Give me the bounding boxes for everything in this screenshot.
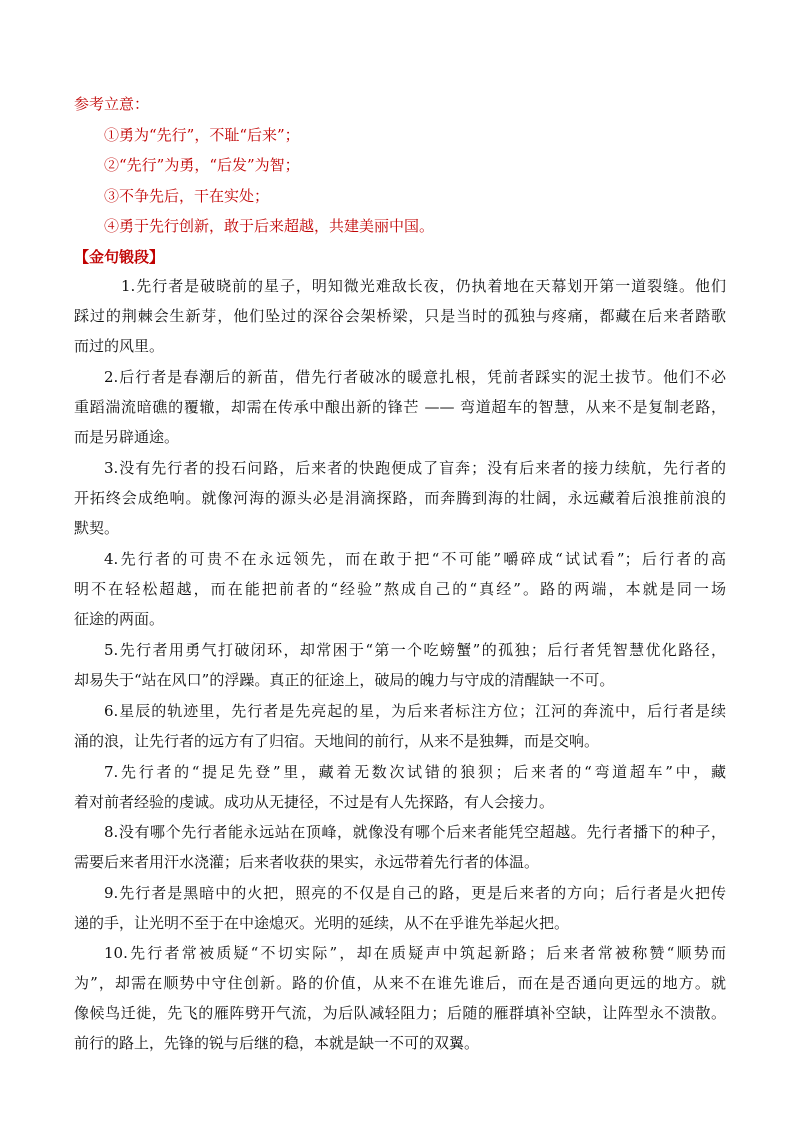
reference-heading: 参考立意： [74, 95, 150, 113]
paragraph-8-line-2: 需要后来者用汗水浇灌；后来者收获的果实，永远带着先行者的体温。 [74, 853, 540, 871]
paragraph-6-line-1: 6.星辰的轨迹里，先行者是先亮起的星，为后来者标注方位；江河的奔流中，后行者是续 [104, 702, 726, 720]
reference-item-4: ④勇于先行创新，敢于后来超越，共建美丽中国。 [104, 217, 435, 235]
paragraph-3-line-3: 默契。 [74, 519, 120, 537]
paragraph-4-line-2: 明不在轻松超越，而在能把前者的“经验”熬成自己的“真经”。路的两端，本就是同一场 [74, 580, 726, 598]
paragraph-3-line-1: 3.没有先行者的投石问路，后来者的快跑便成了盲奔；没有后来者的接力续航，先行者的 [104, 459, 726, 477]
paragraph-1-line-2: 踩过的荆棘会生新芽，他们坠过的深谷会架桥梁，只是当时的孤独与疼痛，都藏在后来者踏歌 [74, 307, 726, 325]
paragraph-5-line-2: 却易失于“站在风口”的浮躁。真正的征途上，破局的魄力与守成的清醒缺一不可。 [74, 671, 615, 689]
paragraph-2-line-2: 重蹈湍流暗礁的覆辙，却需在传承中酿出新的锋芒 —— 弯道超车的智慧，从来不是复制老路， [74, 398, 726, 416]
paragraph-9-line-1: 9.先行者是黑暗中的火把，照亮的不仅是自己的路，更是后来者的方向；后行者是火把传 [104, 884, 726, 902]
paragraph-2-line-3: 而是另辟通途。 [74, 428, 180, 446]
paragraph-10-line-3: 像候鸟迁徙，先飞的雁阵劈开气流，为后队减轻阻力；后随的雁群填补空缺，让阵型永不溃散。 [74, 1004, 726, 1022]
paragraph-10-line-4: 前行的路上，先锋的锐与后继的稳，本就是缺一不可的双翼。 [74, 1034, 480, 1052]
paragraph-4-line-3: 征途的两面。 [74, 610, 165, 628]
paragraph-1-line-1: 1.先行者是破晓前的星子，明知微光难敌长夜，仍执着地在天幕划开第一道裂缝。他们 [121, 277, 726, 295]
paragraph-8-line-1: 8.没有哪个先行者能永远站在顶峰，就像没有哪个后来者能凭空超越。先行者播下的种子， [104, 823, 726, 841]
section-title: 【金句锻段】 [74, 248, 165, 266]
paragraph-1-line-3: 而过的风里。 [74, 337, 165, 355]
paragraph-7-line-1: 7.先行者的“提足先登”里，藏着无数次试错的狼狈；后来者的“弯道超车”中，藏 [104, 763, 726, 781]
reference-item-2: ②“先行”为勇，“后发”为智； [104, 156, 300, 174]
paragraph-3-line-2: 开拓终会成绝响。就像河海的源头必是涓滴探路，而奔腾到海的壮阔，永远藏着后浪推前浪的 [74, 489, 726, 507]
paragraph-5-line-1: 5.先行者用勇气打破闭环，却常困于“第一个吃螃蟹”的孤独；后行者凭智慧优化路径， [104, 641, 726, 659]
reference-item-1: ①勇为“先行”，不耻“后来”； [104, 126, 300, 144]
paragraph-10-line-1: 10.先行者常被质疑“不切实际”，却在质疑声中筑起新路；后来者常被称赞“顺势而 [104, 944, 726, 962]
paragraph-7-line-2: 着对前者经验的虔诚。成功从无捷径，不过是有人先探路，有人会接力。 [74, 793, 555, 811]
paragraph-9-line-2: 递的手，让光明不至于在中途熄灭。光明的延续，从不在乎谁先举起火把。 [74, 914, 570, 932]
paragraph-10-line-2: 为”，却需在顺势中守住创新。路的价值，从来不在谁先谁后，而在是否通向更远的地方。就 [74, 974, 726, 992]
paragraph-2-line-1: 2.后行者是春潮后的新苗，借先行者破冰的暖意扎根，凭前者踩实的泥土拔节。他们不必 [104, 368, 726, 386]
reference-item-3: ③不争先后，干在实处； [104, 187, 270, 205]
paragraph-6-line-2: 涌的浪，让先行者的远方有了归宿。天地间的前行，从来不是独舞，而是交响。 [74, 732, 600, 750]
paragraph-4-line-1: 4.先行者的可贵不在永远领先，而在敢于把“不可能”嚼碎成“试试看”；后行者的高 [104, 550, 726, 568]
